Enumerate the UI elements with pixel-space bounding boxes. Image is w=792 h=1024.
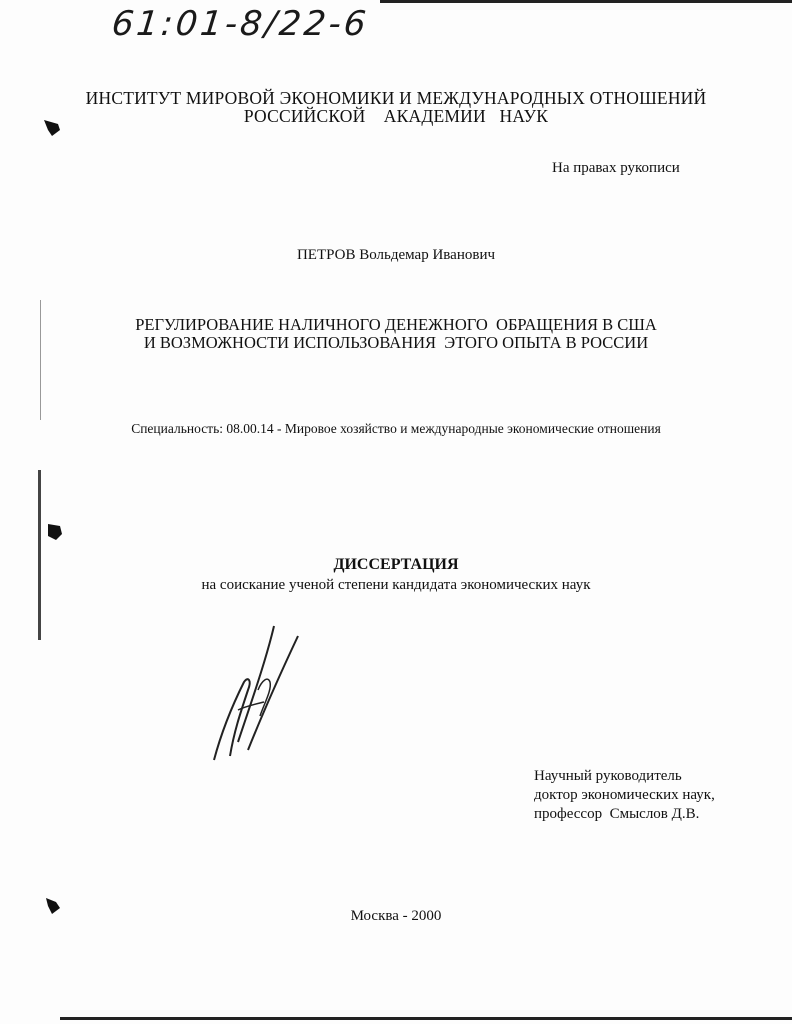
manuscript-note: На правах рукописи [552, 160, 680, 176]
left-scan-edge-faint [40, 300, 41, 420]
institute-line-2: РОССИЙСКОЙ АКАДЕМИИ НАУК [243, 106, 549, 126]
punch-hole-mark-middle [42, 520, 66, 544]
title-line-1: РЕГУЛИРОВАНИЕ НАЛИЧНОГО ДЕНЕЖНОГО ОБРАЩЕНИЯ В США [135, 315, 657, 334]
author-name: ПЕТРОВ Вольдемар Иванович [296, 247, 496, 263]
place-and-year: Москва - 2000 [350, 908, 442, 924]
title-line-2: И ВОЗМОЖНОСТИ ИСПОЛЬЗОВАНИЯ ЭТОГО ОПЫТА В РОССИИ [143, 333, 649, 352]
punch-hole-mark-bottom [40, 894, 64, 918]
supervisor-line-1: Научный руководитель [534, 768, 682, 784]
bottom-scan-border [60, 1017, 792, 1020]
dissertation-subtitle: на соискание ученой степени кандидата экономических наук [201, 577, 591, 593]
dissertation-label: ДИССЕРТАЦИЯ [333, 556, 459, 573]
supervisor-line-3: профессор Смыслов Д.В. [534, 806, 700, 822]
signature-mark [200, 620, 310, 770]
archive-code-handwritten: 61:01-8/22-6 [109, 4, 371, 44]
specialty: Специальность: 08.00.14 - Мировое хозяйство и международные экономические отношения [131, 421, 661, 436]
supervisor-line-2: доктор экономических наук, [534, 787, 715, 803]
punch-hole-mark-top [40, 116, 64, 140]
institute-line-1: ИНСТИТУТ МИРОВОЙ ЭКОНОМИКИ И МЕЖДУНАРОДНЫХ ОТНОШЕНИЙ [85, 88, 707, 108]
top-scan-border [380, 0, 792, 3]
left-scan-edge [38, 470, 41, 640]
